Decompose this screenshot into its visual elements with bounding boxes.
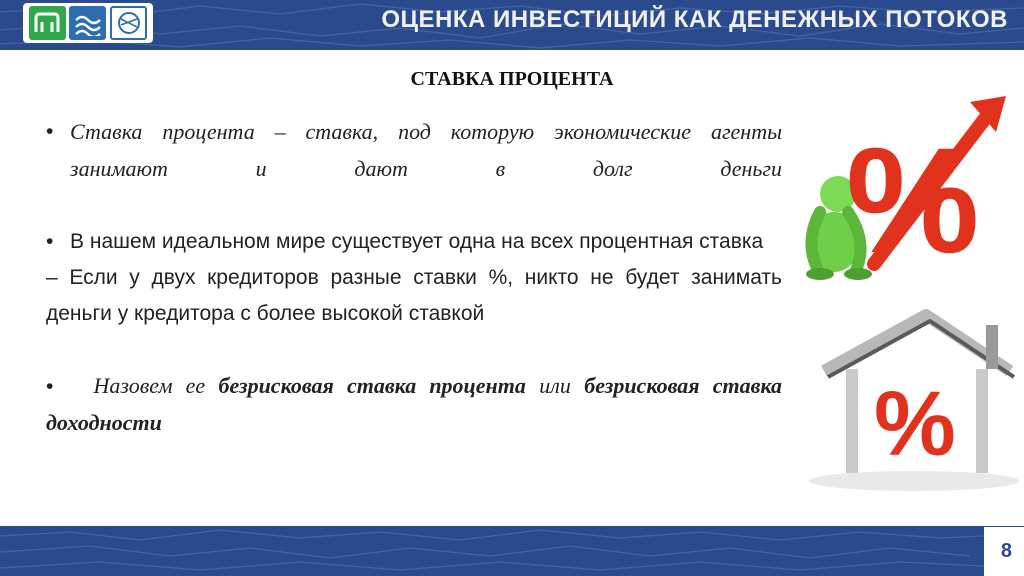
bullet: • bbox=[46, 120, 54, 143]
page-number: 8 bbox=[1000, 540, 1012, 562]
riskfree-lead: Назовем ее bbox=[93, 373, 206, 398]
footer-banner bbox=[0, 526, 1024, 576]
house-wall-left bbox=[846, 369, 858, 473]
header-title: ОЦЕНКА ИНВЕСТИЦИЙ КАК ДЕНЕЖНЫХ ПОТОКОВ bbox=[381, 6, 1008, 33]
paragraph-riskfree bbox=[46, 368, 782, 442]
slide-body bbox=[46, 114, 782, 442]
spacer bbox=[46, 188, 782, 224]
slide-title: СТАВКА ПРОЦЕНТА bbox=[410, 68, 614, 90]
single-rate-text: В нашем идеальном мире существует одна на всех процентная ставка bbox=[70, 230, 764, 253]
percent-sign-icon: % bbox=[846, 116, 980, 284]
logo bbox=[23, 3, 153, 43]
percent-arrow-image bbox=[794, 92, 1020, 292]
house-wall-right bbox=[976, 369, 988, 473]
house-percent-icon: % bbox=[874, 373, 956, 475]
house-chimney bbox=[986, 325, 998, 369]
logo-mark-globe bbox=[110, 6, 147, 40]
riskfree-or: или bbox=[539, 373, 571, 398]
bullet: • bbox=[46, 375, 54, 398]
house-percent-image bbox=[804, 305, 1022, 493]
definition-text: Ставка процента – ставка, под которую экономические агенты занимают и дают в долг деньги bbox=[70, 119, 782, 181]
paragraph-single-rate bbox=[46, 224, 782, 260]
paragraph-definition bbox=[46, 114, 782, 188]
riskfree-term-yield: безрисковая ставка доходности bbox=[46, 373, 783, 435]
riskfree-term-rate: безрисковая ставка процента bbox=[218, 373, 526, 398]
bullet: • bbox=[46, 230, 54, 253]
spacer bbox=[46, 332, 782, 368]
paragraph-creditors bbox=[46, 260, 782, 332]
header-banner bbox=[0, 0, 1024, 50]
footer-pattern bbox=[0, 526, 1024, 576]
logo-mark-waves bbox=[69, 6, 106, 40]
creditors-text: – Если у двух кредиторов разные ставки %, никто не будет занимать деньги у кредитора с более высокой ставкой bbox=[46, 266, 782, 325]
logo-mark-green bbox=[29, 6, 66, 40]
